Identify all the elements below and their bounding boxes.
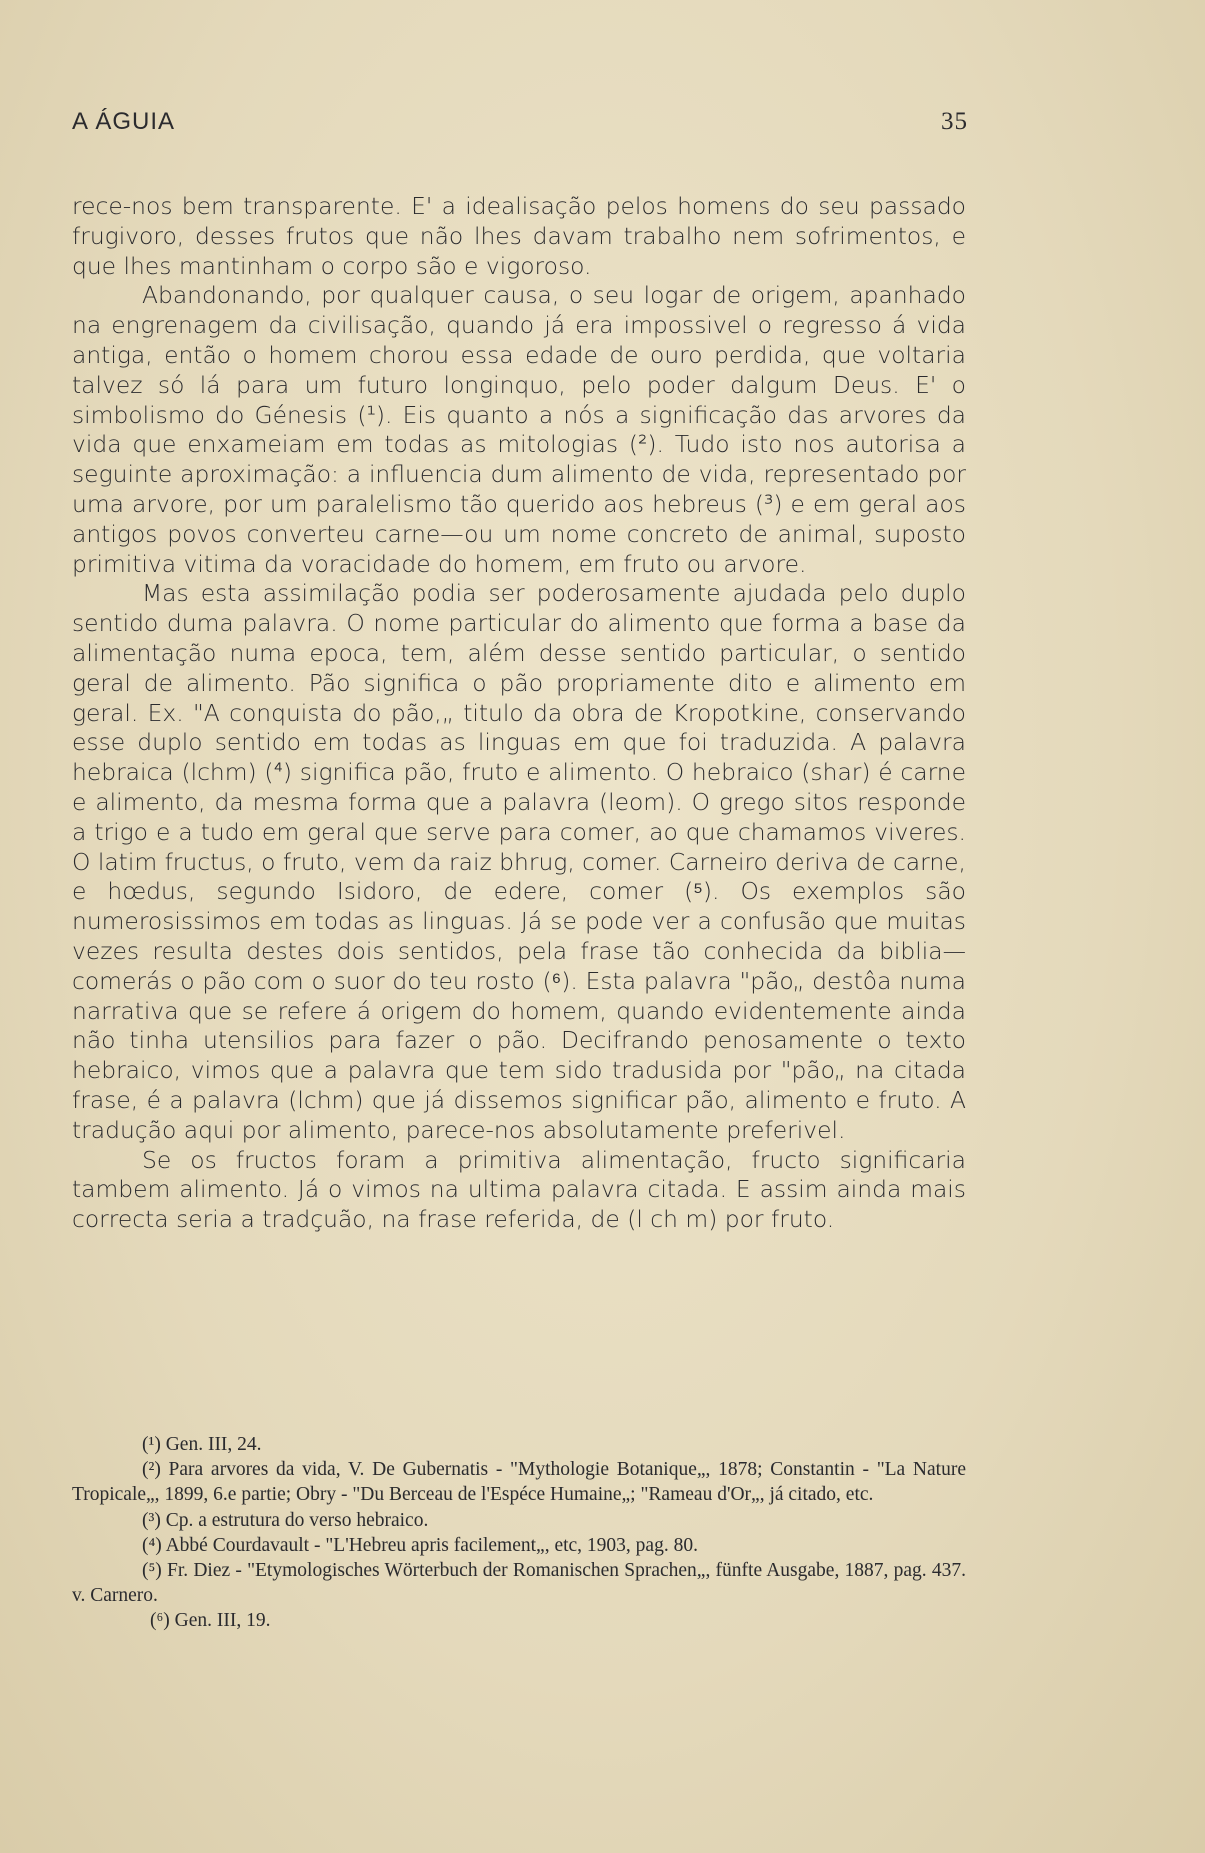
footnote: (³) Cp. a estrutura do verso hebraico. — [142, 1509, 429, 1531]
footnote: (⁶) Gen. III, 19. — [150, 1610, 271, 1632]
paragraph: Abandonando, por qualquer causa, o seu logar de origem, apanhado na engrenagem da civilisação, quando já era impossivel o regresso á vida antiga, então o homem chorou essa edade de ouro perdida, que voltaria talvez só lá para um futuro longinquo, pelo poder dalgum Deus. E' o simbolismo do Génesis (¹). Eis quanto a nós a significação das arvores da vida que enxameiam em todas as mitologias (²). Tudo isto nos autorisa a seguinte aproximação: a influencia dum alimento de vida, representado por uma arvore, por um paralelismo tão querido aos hebreus (³) e em geral aos antigos povos converteu carne—ou um nome concreto de animal, suposto primitiva vitima da voracidade do homem, em fruto ou arvore. — [72, 281, 966, 578]
paragraph: rece-nos bem transparente. E' a idealisação pelos homens do seu passado frugivoro, desses frutos que não lhes davam trabalho nem sofrimentos, e que lhes mantinham o corpo são e vigoroso. — [72, 192, 966, 280]
footnote: (²) Para arvores da vida, V. De Gubernatis - "Mythologie Botanique„, 1878; Constantin - "La Nature Tropicale„, 1899, 6.e partie; Obry - "Du Berceau de l'Espéce Humaine„; "Rameau d'Or„, já citado, etc. — [72, 1459, 966, 1506]
footnote: (⁴) Abbé Courdavault - "L'Hebreu apris facilement„, etc, 1903, pag. 80. — [142, 1534, 698, 1556]
footnote: (⁵) Fr. Diez - "Etymologisches Wörterbuch der Romanischen Sprachen„, fünfte Ausgabe, 1887, pag. 437. v. Carnero. — [72, 1560, 966, 1607]
paragraph: Mas esta assimilação podia ser poderosamente ajudada pelo duplo sentido duma palavra. O nome particular do alimento que forma a base da alimentação numa epoca, tem, além desse sentido particular, o sentido geral de alimento. Pão significa o pão propriamente dito e alimento em geral. Ex. "A conquista do pão,„ titulo da obra de Kropotkine, conservando esse duplo sentido em todas as linguas em que foi traduzida. A palavra hebraica (lchm) (⁴) significa pão, fruto e alimento. O hebraico (shar) é carne e alimento, da mesma forma que a palavra (leom). O grego sitos responde a trigo e a tudo em geral que serve para comer, ao que chamamos viveres. O latim fructus, o fruto, vem da raiz bhrug, comer. Carneiro deriva de carne, e hœdus, segundo Isidoro, de edere, comer (⁵). Os exemplos são numerosissimos em todas as linguas. Já se pode ver a confusão que muitas vezes resulta destes dois sentidos, pela frase tão conhecida da biblia—comerás o pão com o suor do teu rosto (⁶). Esta palavra "pão„ destôa numa narrativa que se refere á origem do homem, quando evidentemente ainda não tinha utensilios para fazer o pão. Decifrando penosamente o texto hebraico, vimos que a palavra que tem sido tradusida por "pão„ na citada frase, é a palavra (lchm) que já dissemos significar pão, alimento e fruto. A tradução aqui por alimento, parece-nos absolutamente preferivel. — [72, 579, 966, 1144]
running-header — [72, 108, 968, 148]
journal-title: A ÁGUIA — [72, 108, 176, 135]
page-number: 35 — [941, 108, 968, 135]
footnote: (¹) Gen. III, 24. — [142, 1434, 262, 1455]
paragraph: Se os fructos foram a primitiva alimentação, fructo significaria tambem alimento. Já o vimos na ultima palavra citada. E assim ainda mais correcta seria a tradçuão, na frase referida, de (l ch m) por fruto. — [72, 1145, 966, 1234]
footnotes — [72, 1432, 966, 1634]
main-text — [72, 192, 966, 1235]
